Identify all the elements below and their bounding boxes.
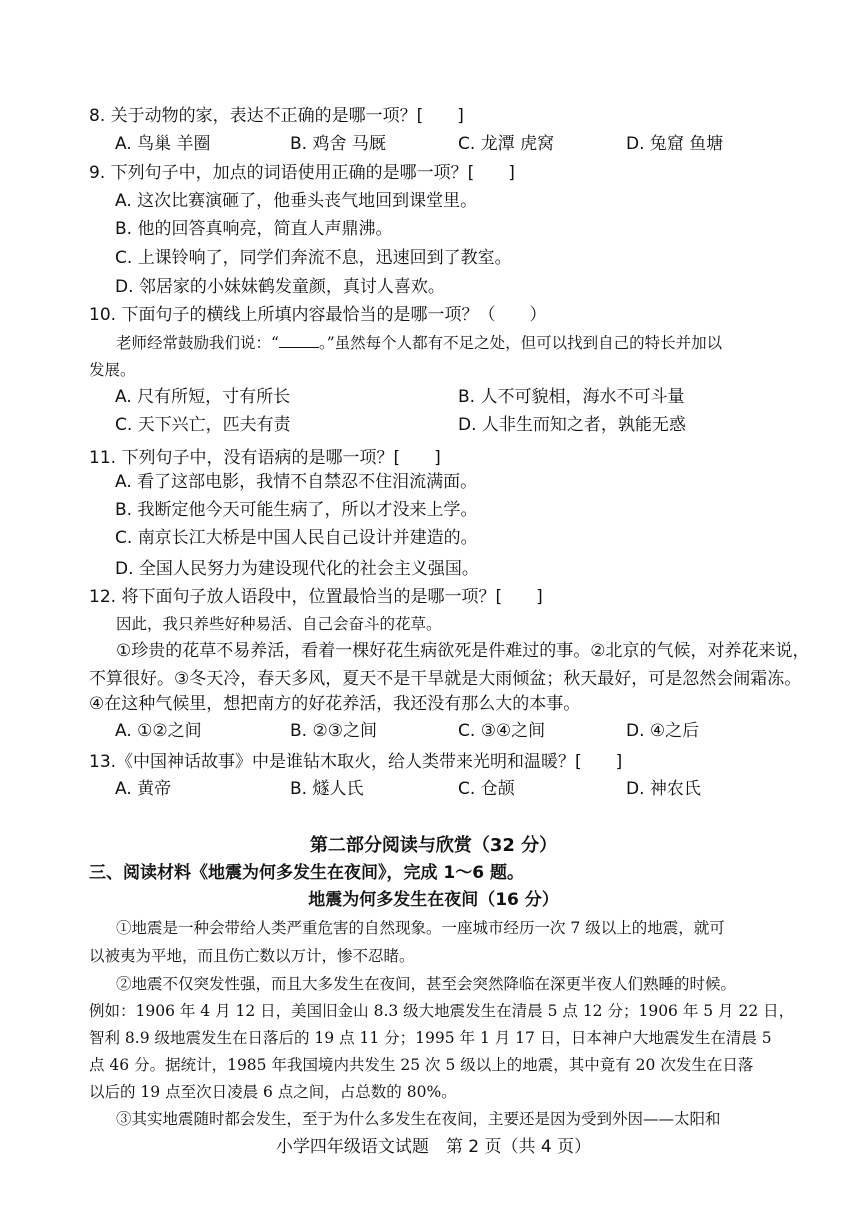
option-d: 神农氏 bbox=[649, 779, 701, 799]
option-c-label: C. bbox=[115, 415, 133, 435]
q9-option-b[interactable] bbox=[115, 218, 392, 240]
option-b: 他的回答真响亮，简直人声鼎沸。 bbox=[137, 219, 393, 239]
option-c: 南京长江大桥是中国人民自己设计并建造的。 bbox=[137, 528, 478, 548]
option-d-label: D. bbox=[115, 277, 134, 297]
option-c-label: C. bbox=[458, 134, 476, 154]
article-p2-line-3: 智利 8.9 级地震发生在日落后的 19 点 11 分；1995 年 1 月 17 日，日本神户大地震发生在清晨 5 bbox=[89, 1029, 772, 1047]
option-a: 尺有所短，寸有所长 bbox=[137, 387, 291, 407]
option-d: 人非生而知之者，孰能无惑 bbox=[481, 415, 686, 435]
q11-option-d[interactable] bbox=[115, 558, 479, 580]
option-c: ③④之间 bbox=[480, 721, 546, 741]
option-c: 仓颉 bbox=[480, 779, 515, 799]
q9-option-c[interactable] bbox=[115, 247, 512, 269]
q13-option-a[interactable] bbox=[115, 778, 171, 800]
q13-option-b[interactable] bbox=[290, 778, 363, 800]
option-a-label: A. bbox=[115, 779, 132, 799]
q11-option-b[interactable] bbox=[115, 499, 477, 521]
option-b-label: B. bbox=[290, 721, 308, 741]
question-8-stem bbox=[89, 105, 464, 127]
option-b-label: B. bbox=[115, 219, 133, 239]
q11-option-a[interactable] bbox=[115, 471, 477, 493]
article-p3-line-1: ③其实地震随时都会发生，至于为什么多发生在夜间，主要还是因为受到外因——太阳和 bbox=[116, 1110, 721, 1128]
option-c-label: C. bbox=[115, 248, 133, 268]
q12-paragraph-line-1: ①珍贵的花草不易养活，看着一棵好花生病欲死是件难过的事。②北京的气候，对养花来说， bbox=[116, 641, 810, 661]
option-c: 天下兴亡，匹夫有责 bbox=[137, 415, 291, 435]
option-a[interactable]: 鸟巢 羊圈 bbox=[137, 134, 211, 154]
option-b-label: B. bbox=[458, 387, 476, 407]
part-2-title: 第二部分阅读与欣赏（32 分） bbox=[309, 835, 558, 856]
option-c: 上课铃响了，同学们奔流不息，迅速回到了教室。 bbox=[137, 248, 512, 268]
option-a-label: A. bbox=[115, 191, 132, 211]
question-12-stem: 12. 将下面句子放人语段中，位置最恰当的是哪一项？[ ] bbox=[89, 587, 543, 607]
q12-option-c[interactable] bbox=[458, 720, 545, 742]
option-a: 看了这部电影，我情不自禁忍不住泪流满面。 bbox=[137, 472, 478, 492]
q8-option-c[interactable] bbox=[458, 133, 554, 155]
q8-stem: 8. 关于动物的家，表达不正确的是哪一项？[ ] bbox=[89, 106, 464, 126]
option-b: 人不可貌相，海水不可斗量 bbox=[480, 387, 685, 407]
q10-option-b[interactable] bbox=[458, 386, 684, 408]
q9-option-d[interactable] bbox=[115, 276, 445, 298]
option-d-label: D. bbox=[458, 415, 477, 435]
q12-option-d[interactable] bbox=[626, 720, 699, 742]
fill-in-blank[interactable] bbox=[279, 333, 319, 348]
question-13-stem: 13.《中国神话故事》中是谁钻木取火，给人类带来光明和温暖？[ ] bbox=[89, 752, 623, 772]
quote-post: 。”虽然每个人都有不足之处，但可以找到自己的特长并加以 bbox=[318, 334, 723, 352]
option-b-label: B. bbox=[290, 779, 308, 799]
option-b-label: B. bbox=[115, 500, 133, 520]
article-p2-line-1: ②地震不仅突发性强，而且大多发生在夜间，甚至会突然降临在深更半夜人们熟睡的时候。 bbox=[116, 975, 737, 993]
article-p1-line-2: 以被夷为平地，而且伤亡数以万计，惨不忍睹。 bbox=[89, 947, 415, 965]
page-footer: 小学四年级语文试题 第 2 页（共 4 页） bbox=[275, 1137, 592, 1157]
q12-sentence: 因此，我只养些好种易活、自己会奋斗的花草。 bbox=[116, 615, 442, 633]
article-p2-line-2: 例如：1906 年 4 月 12 日，美国旧金山 8.3 级大地震发生在清晨 5 点 12 分；1906 年 5 月 22 日， bbox=[89, 1002, 795, 1020]
article-title: 地震为何多发生在夜间（16 分） bbox=[308, 890, 559, 910]
option-a-label: A. bbox=[115, 472, 132, 492]
question-9-stem: 9. 下列句子中，加点的词语使用正确的是哪一项？[ ] bbox=[89, 163, 515, 183]
option-b: 我断定他今天可能生病了，所以才没来上学。 bbox=[137, 500, 478, 520]
option-a: 黄帝 bbox=[137, 779, 172, 799]
option-d: 兔窟 鱼塘 bbox=[649, 134, 724, 154]
q12-paragraph-line-2: 不算很好。③冬天冷，春天多风，夏天不是干旱就是大雨倾盆；秋天最好，可是忽然会闹霜冻。 bbox=[89, 669, 802, 689]
article-p1-line-1: ①地震是一种会带给人类严重危害的自然现象。一座城市经历一次 7 级以上的地震，就可 bbox=[116, 919, 725, 937]
option-d-label: D. bbox=[626, 721, 645, 741]
option-c-label: C. bbox=[115, 528, 133, 548]
option-d-label: D. bbox=[626, 134, 645, 154]
option-c: 龙潭 虎窝 bbox=[480, 134, 555, 154]
section-3-heading: 三、阅读材料《地震为何多发生在夜间》，完成 1～6 题。 bbox=[89, 863, 524, 883]
option-b: ②③之间 bbox=[312, 721, 377, 741]
q10-option-d[interactable] bbox=[458, 414, 686, 436]
question-10-stem: 10. 下面句子的横线上所填内容最恰当的是哪一项？（ ） bbox=[89, 305, 547, 325]
option-a-label: A. bbox=[115, 387, 132, 407]
article-p2-line-5: 以后的 19 点至次日凌晨 6 点之间，占总数的 80%。 bbox=[89, 1083, 457, 1101]
option-c-label: C. bbox=[458, 721, 476, 741]
q13-option-d[interactable] bbox=[626, 778, 701, 800]
option-d-label: D. bbox=[626, 779, 645, 799]
option-d: ④之后 bbox=[649, 721, 700, 741]
q12-paragraph-line-3: ④在这种气候里，想把南方的好花养活，我还没有那么大的本事。 bbox=[89, 694, 581, 714]
quote-pre: 老师经常鼓励我们说：“ bbox=[116, 334, 279, 352]
q10-quote-cont: 发展。 bbox=[89, 361, 136, 379]
q9-option-a[interactable] bbox=[115, 190, 477, 212]
option-a: 这次比赛演砸了，他垂头丧气地回到课堂里。 bbox=[137, 191, 478, 211]
q10-option-c[interactable] bbox=[115, 414, 291, 436]
q12-option-a[interactable] bbox=[115, 720, 202, 742]
q12-option-b[interactable] bbox=[290, 720, 377, 742]
option-d: 全国人民努力为建设现代化的社会主义强国。 bbox=[138, 559, 479, 579]
option-a-label: A. bbox=[115, 134, 132, 154]
option-c-label: C. bbox=[458, 779, 476, 799]
option-b: 燧人氏 bbox=[312, 779, 364, 799]
q13-option-c[interactable] bbox=[458, 778, 515, 800]
question-8-options bbox=[115, 133, 211, 155]
q10-option-a[interactable] bbox=[115, 386, 290, 408]
option-b-label: B. bbox=[290, 134, 308, 154]
option-d: 邻居家的小妹妹鹤发童颜，真讨人喜欢。 bbox=[138, 277, 445, 297]
q10-quote bbox=[116, 332, 722, 354]
option-d-label: D. bbox=[115, 559, 134, 579]
option-a-label: A. bbox=[115, 721, 132, 741]
question-11-stem: 11. 下列句子中，没有语病的是哪一项？[ ] bbox=[89, 448, 441, 468]
q8-option-b[interactable] bbox=[290, 133, 386, 155]
option-b: 鸡舍 马厩 bbox=[312, 134, 386, 154]
option-a: ①②之间 bbox=[137, 721, 202, 741]
article-p2-line-4: 点 46 分。据统计，1985 年我国境内共发生 25 次 5 级以上的地震，其中竟有 20 次发生在日落 bbox=[89, 1056, 754, 1074]
q11-option-c[interactable] bbox=[115, 527, 478, 549]
q8-option-d[interactable] bbox=[626, 133, 723, 155]
